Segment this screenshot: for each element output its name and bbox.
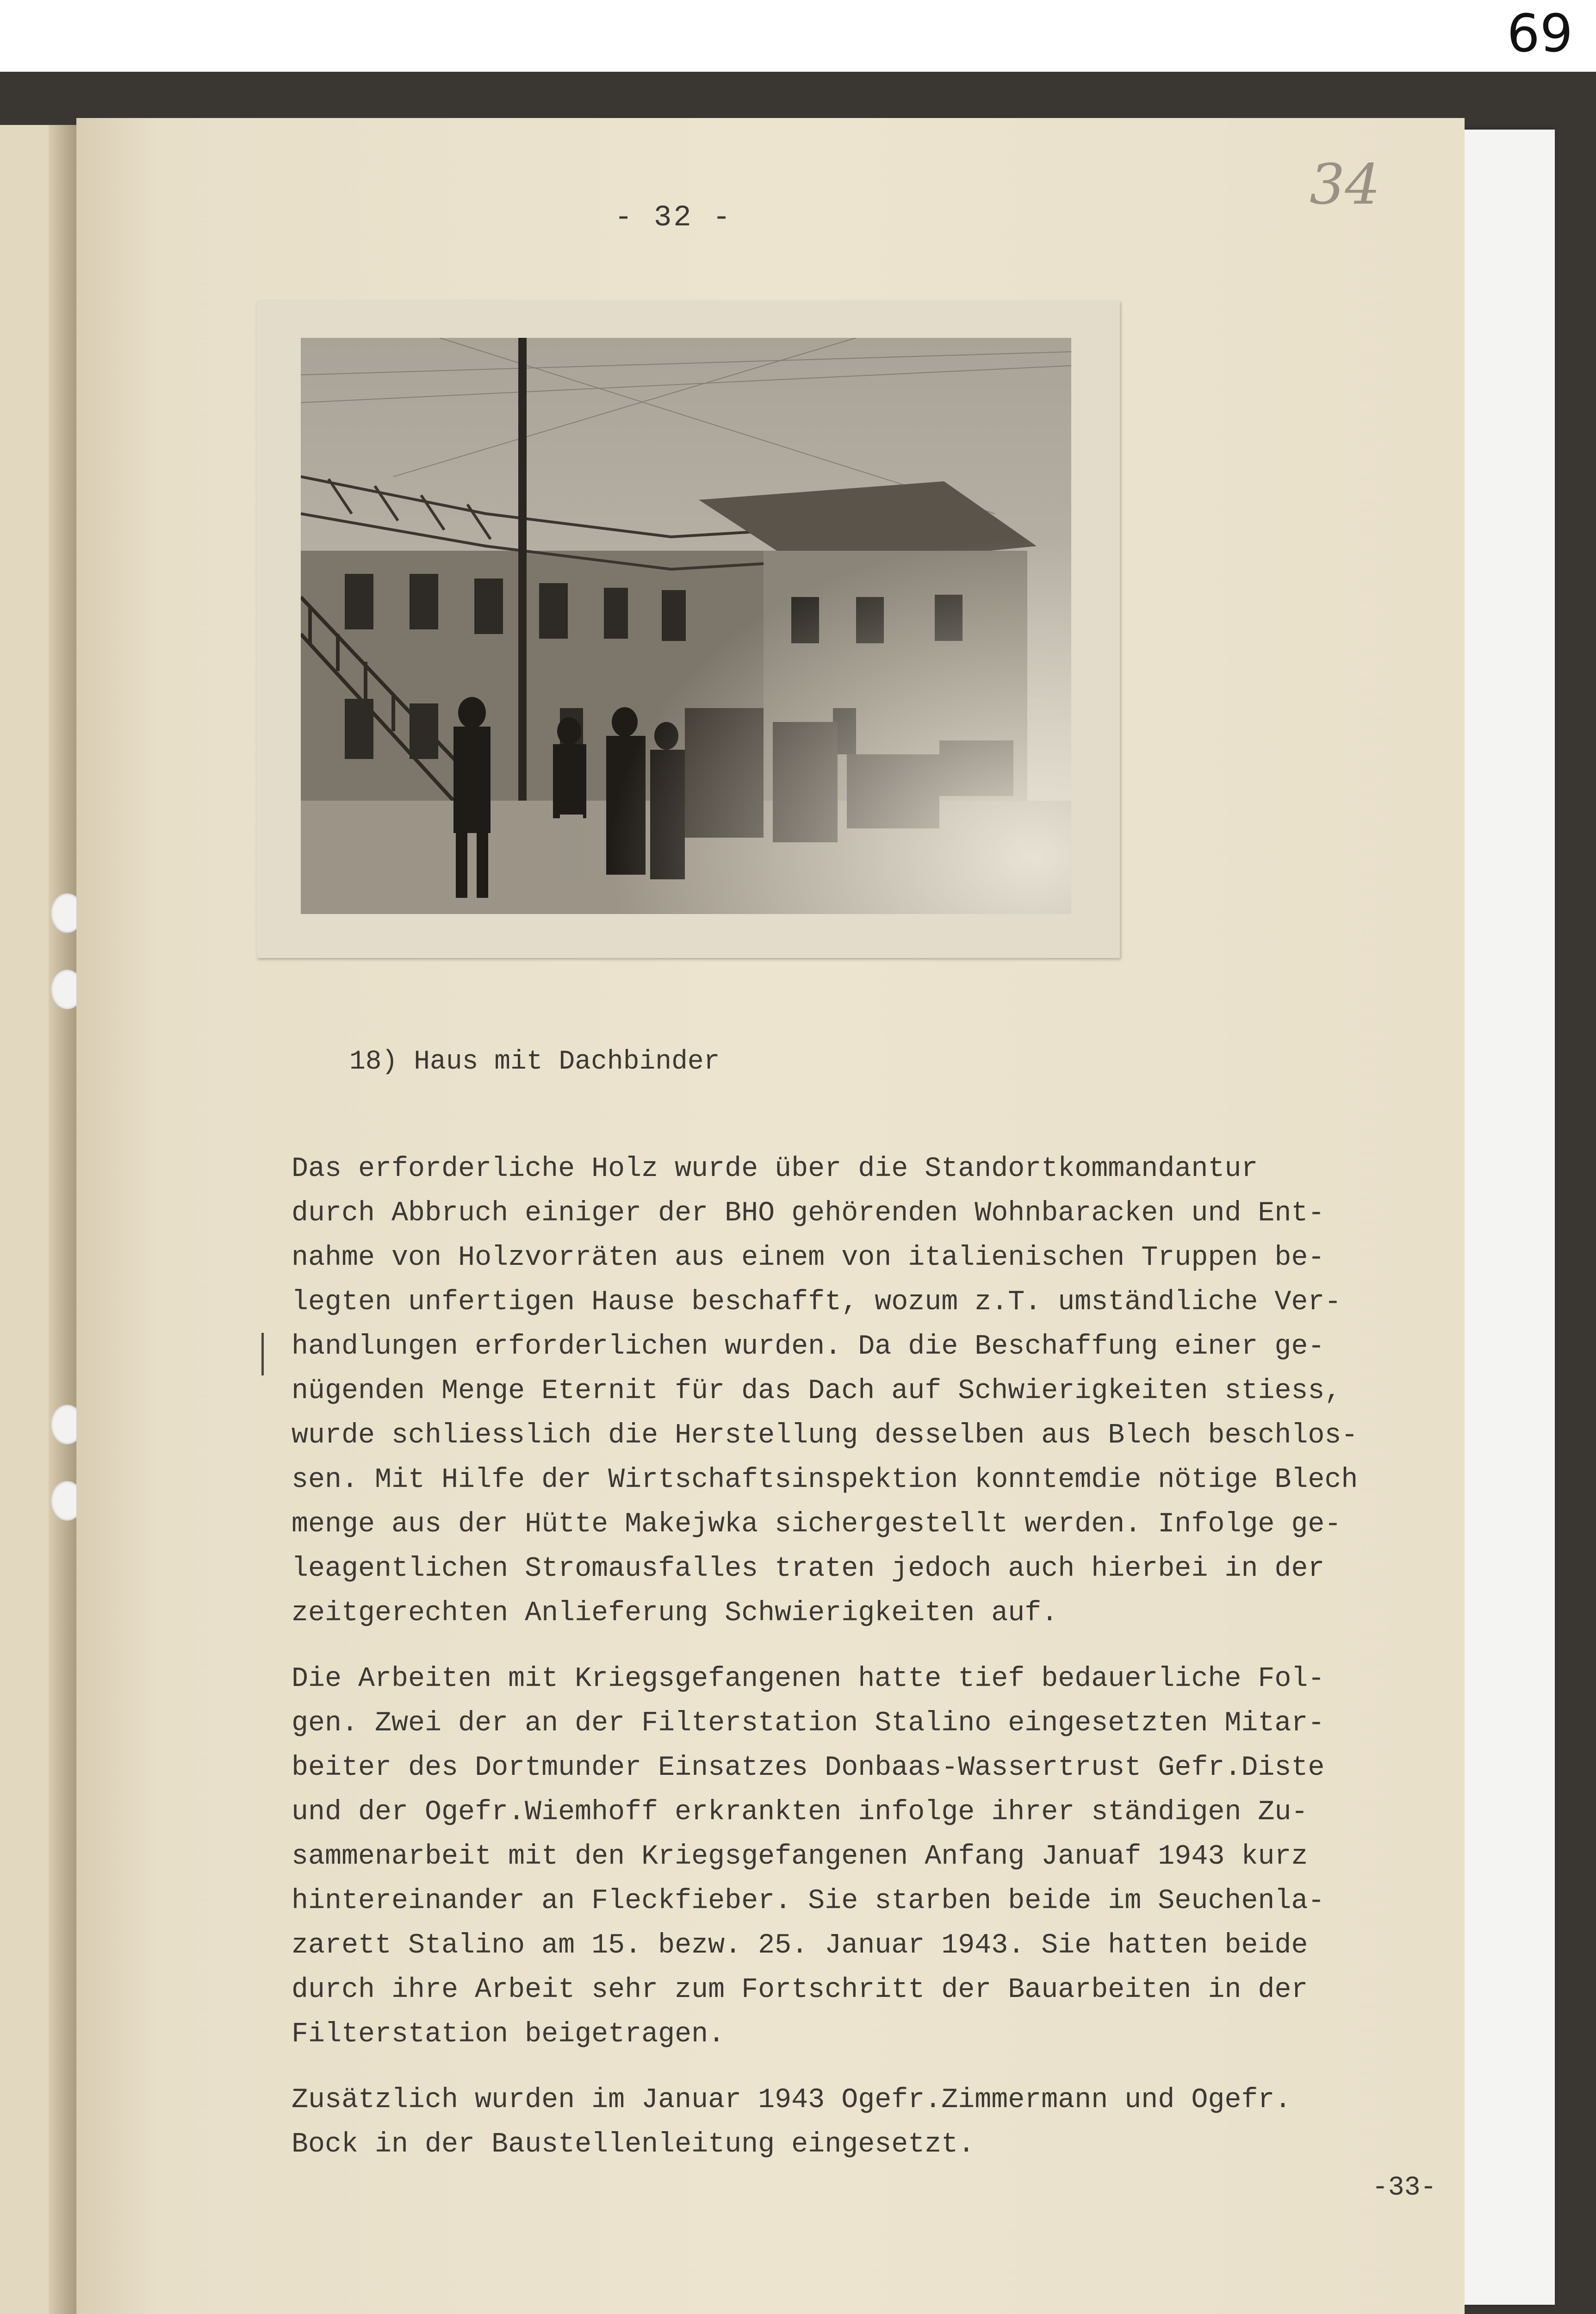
text-line: zarett Stalino am 15. bezw. 25. Januar 1943. Sie hatten beide [292, 1930, 1308, 1961]
continuation-marker: -33- [1372, 2173, 1437, 2203]
archive-number: 34 [1310, 153, 1380, 217]
text-line: und der Ogefr.Wiemhoff erkrankten infolge ihrer ständigen Zu- [292, 1797, 1308, 1828]
text-line: handlungen erforderlichen wurden. Da die Beschaffung einer ge- [292, 1331, 1325, 1362]
text-line: sen. Mit Hilfe der Wirtschaftsinspektion konntemdie nötige Blech [292, 1464, 1358, 1496]
left-page-edge [49, 125, 76, 2314]
text-line: Filterstation beigetragen. [292, 2019, 725, 2050]
text-line: menge aus der Hütte Makejwka sichergestellt werden. Infolge ge- [292, 1509, 1341, 1540]
underlying-sheet [1462, 130, 1555, 2305]
construction-photo [301, 338, 1071, 914]
text-line: gen. Zwei der an der Filterstation Stalino eingesetzten Mitar- [292, 1708, 1325, 1739]
paragraph-2 [292, 1657, 1476, 2057]
text-line: hintereinander an Fleckfieber. Sie starben beide im Seuchenla- [292, 1885, 1325, 1917]
page-number: - 32 - [615, 201, 733, 235]
paragraph-1 [292, 1147, 1476, 1636]
text-line: zeitgerechten Anlieferung Schwierigkeiten auf. [292, 1598, 1058, 1629]
text-line: Die Arbeiten mit Kriegsgefangenen hatte tief bedauerliche Fol- [292, 1663, 1325, 1695]
text-line: beiter des Dortmunder Einsatzes Donbaas-Wassertrust Gefr.Diste [292, 1752, 1325, 1784]
text-line: durch ihre Arbeit sehr zum Fortschritt der Bauarbeiten in der [292, 1974, 1308, 2006]
text-line: legten unfertigen Hause beschafft, wozum z.T. umständliche Ver- [292, 1287, 1341, 1318]
text-line: durch Abbruch einiger der BHO gehörenden Wohnbaracken und Ent- [292, 1198, 1325, 1229]
margin-mark [261, 1333, 264, 1375]
text-line: wurde schliesslich die Herstellung desselben aus Blech beschlos- [292, 1420, 1358, 1451]
text-line: sammenarbeit mit den Kriegsgefangenen Anfang Januaf 1943 kurz [292, 1841, 1308, 1872]
text-line: leagentlichen Stromausfalles traten jedoch auch hierbei in der [292, 1553, 1325, 1585]
text-line: Das erforderliche Holz wurde über die Standortkommandantur [292, 1153, 1258, 1185]
photo-caption: 18) Haus mit Dachbinder [349, 1047, 720, 1077]
text-line: Bock in der Baustellenleitung eingesetzt. [292, 2129, 975, 2160]
text-line: nügenden Menge Eternit für das Dach auf Schwierigkeiten stiess, [292, 1375, 1341, 1407]
paragraph-3 [292, 2078, 1476, 2167]
text-line: nahme von Holzvorräten aus einem von italienischen Truppen be- [292, 1242, 1325, 1274]
header-strip [0, 0, 1596, 72]
scan-number: 69 [1507, 4, 1573, 64]
text-line: Zusätzlich wurden im Januar 1943 Ogefr.Zimmermann und Ogefr. [292, 2084, 1292, 2116]
